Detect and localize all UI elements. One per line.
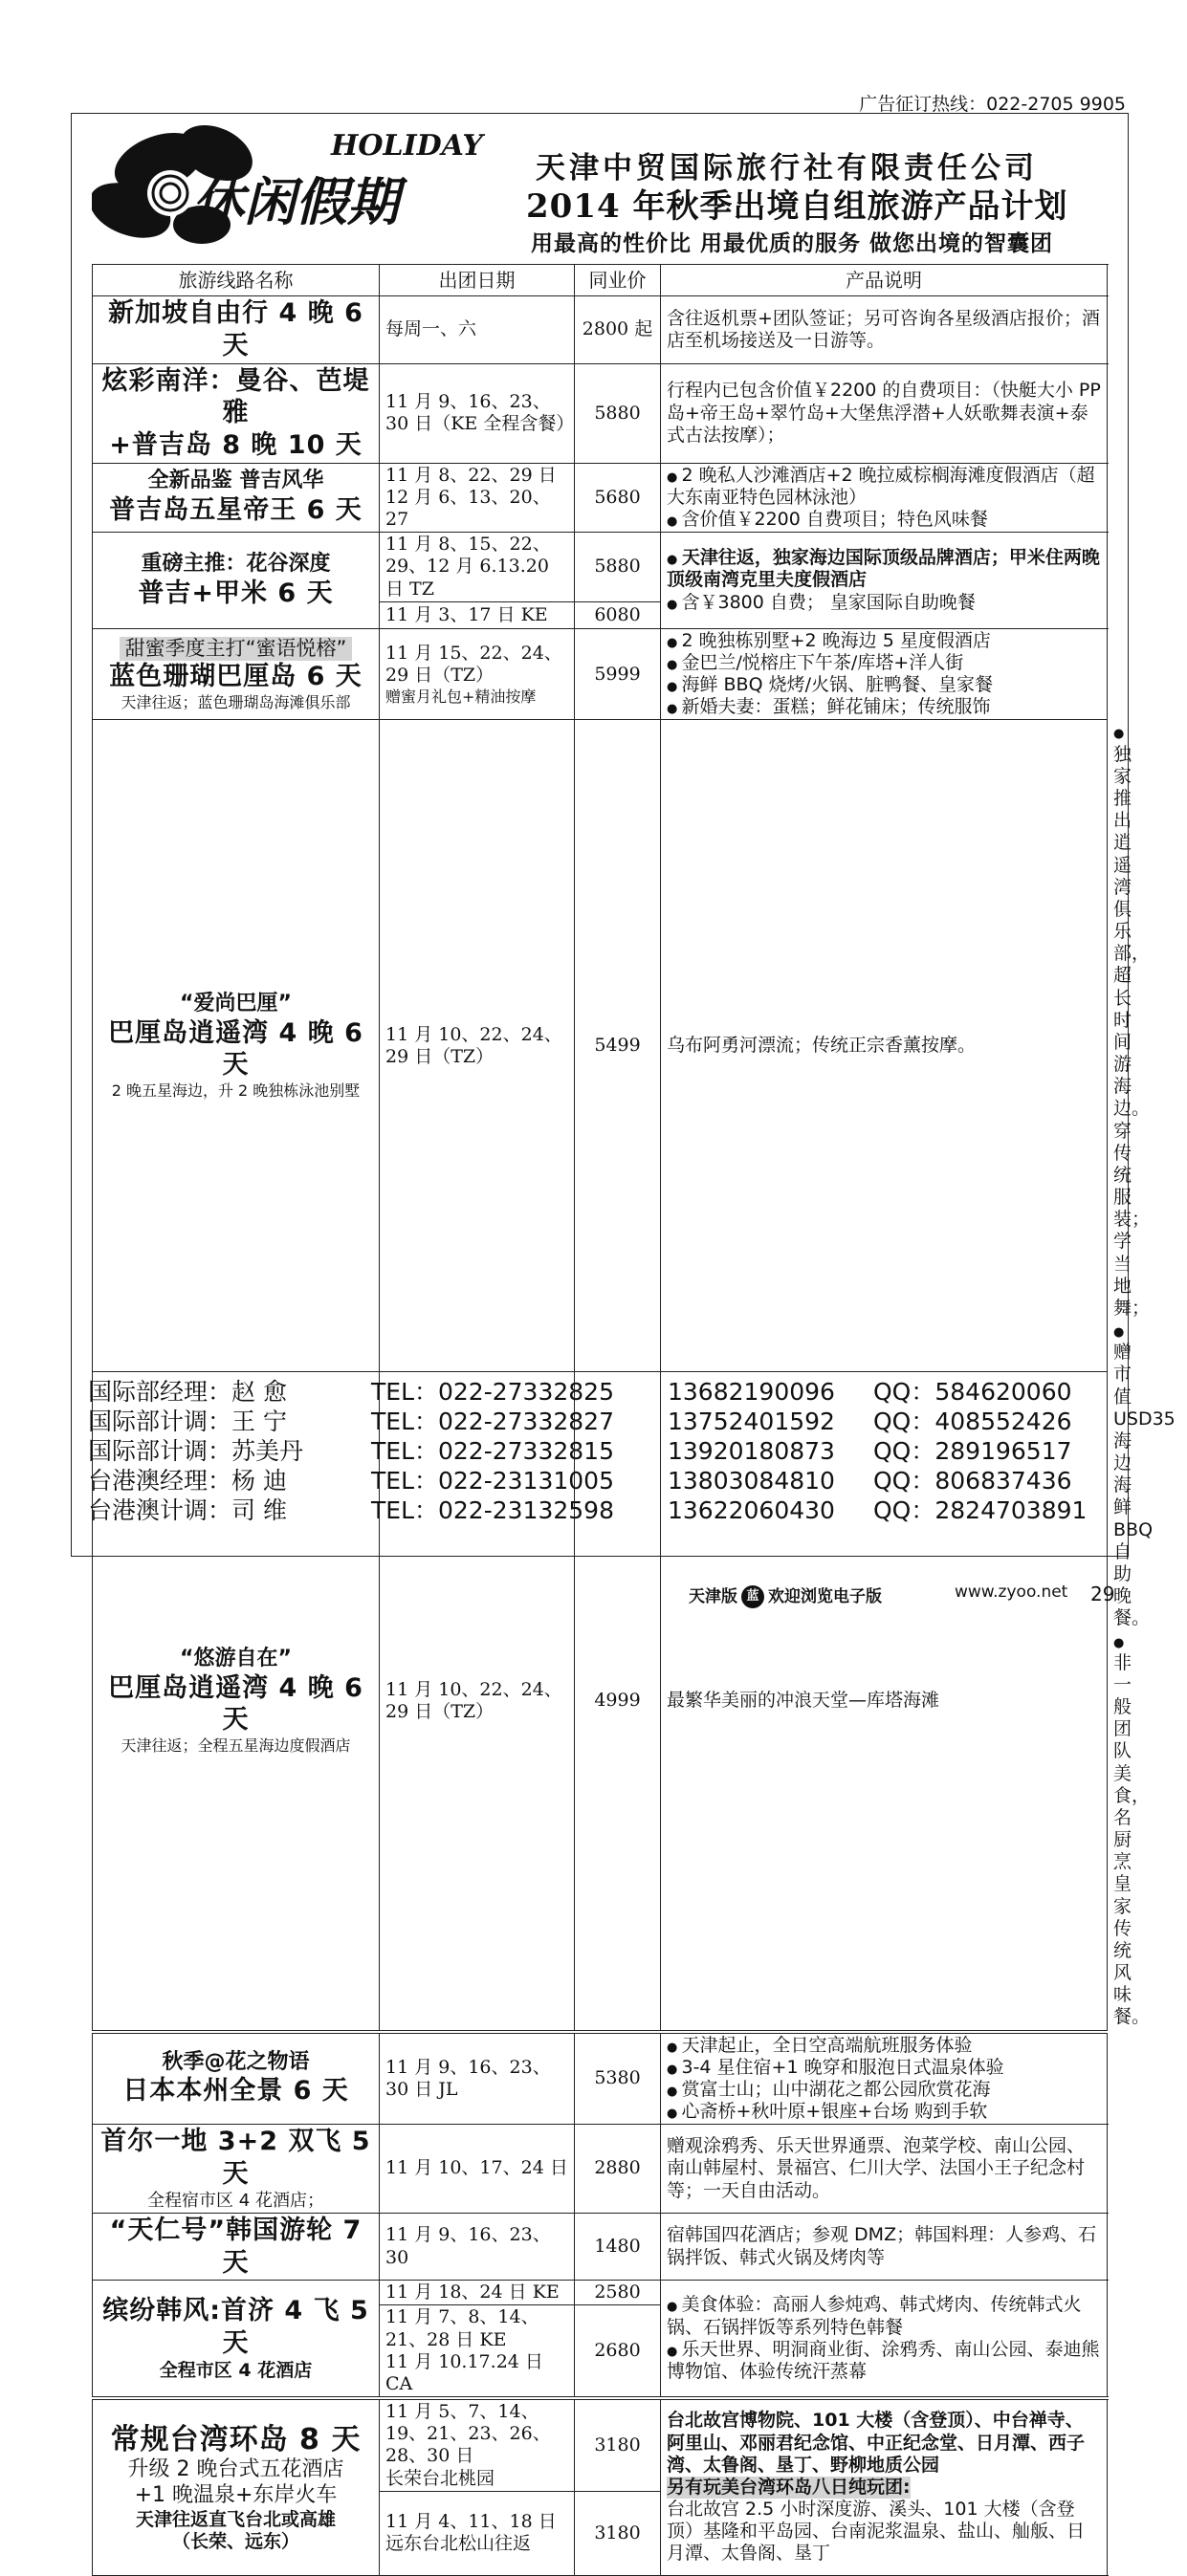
tour-price: 1480 (575, 2213, 661, 2281)
footer-welcome: 欢迎浏览电子版 (768, 1587, 882, 1606)
tour-dates: 11 月 10、17、24 日 (380, 2125, 575, 2213)
tour-price: 5999 (575, 628, 661, 720)
tour-name: 缤纷韩风:首济 4 飞 5 天 (102, 2296, 369, 2359)
desc-item: ● 天津往返，独家海边国际顶级品牌酒店；甲米住两晚顶级南湾克里夫度假酒店 (667, 547, 1101, 591)
table-row (93, 2398, 1108, 2491)
table-row (93, 2281, 1108, 2305)
table-row (93, 2032, 1108, 2125)
tour-name: 首尔一地 3+2 双飞 5 天 (100, 2127, 371, 2190)
tour-name: 新加坡自由行 4 晚 6 天 (108, 298, 363, 360)
tour-note: 天津往返；蓝色珊瑚岛海滩俱乐部 (121, 693, 351, 712)
table-header (93, 265, 1108, 296)
tour-dates: 11 月 10、22、24、29 日（TZ） (380, 1371, 575, 2031)
tour-desc: 含往返机票+团队签证；另可咨询各星级酒店报价；酒店至机场接送及一日游等。 (661, 296, 1108, 364)
slogan: 用最高的性价比 用最优质的服务 做您出境的智囊团 (531, 231, 1054, 256)
tour-dates: 11 月 9、16、23、30 日 JL (380, 2032, 575, 2125)
tour-name: 普吉岛五星帝王 6 天 (109, 495, 363, 526)
tour-dates-2: 11 月 7、8、14、21、28 日 KE (385, 2306, 539, 2350)
tour-dates: 11 月 9、16、23、30 (380, 2213, 575, 2281)
tour-name: 普吉+甲米 6 天 (138, 578, 334, 608)
contact-tel: TEL：022-27332825 (371, 1378, 614, 1406)
plan-title: 2014 年秋季出境自组旅游产品计划 (526, 187, 1068, 226)
contact-role: 台港澳经理：杨 迪 (88, 1467, 287, 1495)
tour-price: 5880 (575, 363, 661, 463)
footer-url[interactable]: www.zyoo.net (955, 1583, 1068, 1602)
header-dates: 出团日期 (380, 265, 575, 296)
tour-name: 巴厘岛逍遥湾 4 晚 6 天 (108, 1672, 363, 1736)
header-desc: 产品说明 (661, 265, 1108, 296)
tour-price: 2580 (575, 2281, 661, 2305)
contact-qq: QQ：806837436 (873, 1467, 1072, 1495)
tour-dates: 每周一、六 (380, 296, 575, 364)
tour-name: 日本本州全景 6 天 (122, 2076, 349, 2107)
contact-row (88, 1377, 1121, 1407)
tour-dates: 11 月 9、16、23、30 日（KE 全程含餐） (380, 363, 575, 463)
contact-qq: QQ：2824703891 (873, 1496, 1088, 1524)
desc-item: ● 含￥3800 自费； 皇家国际自助晚餐 (667, 592, 1101, 614)
ad-hotline: 广告征订热线：022-2705 9905 (859, 94, 1126, 115)
table-row (93, 363, 1108, 463)
company-name: 天津中贸国际旅行社有限责任公司 (536, 151, 1038, 186)
desc-item: ● 赏富士山；山中湖花之都公园欣赏花海 (667, 2079, 1101, 2101)
contact-mobile: 13622060430 (668, 1496, 835, 1524)
tour-desc: 乌布阿勇河漂流；传统正宗香薰按摩。 (661, 720, 1108, 1371)
tour-dates-2: 11 月 4、11、18 日 (385, 2511, 557, 2533)
contact-tel: TEL：022-23131005 (371, 1467, 614, 1495)
contact-role: 国际部计调：王 宁 (88, 1408, 287, 1435)
tour-line: 升级 2 晚台式五花酒店 (127, 2457, 344, 2482)
contact-mobile: 13752401592 (668, 1408, 835, 1435)
tour-desc: 宿韩国四花酒店；参观 DMZ；韩国料理：人参鸡、石锅拌饭、韩式火锅及烤肉等 (661, 2213, 1108, 2281)
tour-subtitle: “悠游自在” (180, 1646, 292, 1670)
tour-note: 全程市区 4 花酒店 (159, 2359, 313, 2381)
tour-price: 5880 (575, 533, 661, 602)
tour-desc: 最繁华美丽的冲浪天堂—库塔海滩 (661, 1371, 1108, 2031)
tour-highlight: 另有玩美台湾环岛八日纯玩团: (667, 2476, 911, 2498)
tour-name: 炫彩南洋：曼谷、芭堤雅 (101, 365, 370, 428)
tour-name-2: +普吉岛 8 晚 10 天 (109, 430, 363, 460)
table-row (93, 463, 1108, 533)
tour-name: 巴厘岛逍遥湾 4 晚 6 天 (108, 1017, 363, 1081)
header-route: 旅游线路名称 (93, 265, 380, 296)
table-row (93, 533, 1108, 602)
desc-item: ● 美食体验：高丽人参炖鸡、韩式烤肉、传统韩式火锅、石锅拌饭等系列特色韩餐 (667, 2294, 1101, 2338)
page-number: 29 (1090, 1583, 1115, 1605)
footer-publication (689, 1583, 882, 1608)
contact-tel: TEL：022-23132598 (371, 1496, 614, 1524)
contact-role: 国际部计调：苏美丹 (88, 1437, 304, 1465)
desc-item: ● 金巴兰/悦榕庄下午茶/库塔+洋人街 (667, 652, 1101, 674)
table-row (93, 296, 1108, 364)
footer-edition: 天津版 (689, 1587, 737, 1606)
tour-dates-2: 12 月 6、13、20、27 (385, 486, 551, 531)
tour-name: 常规台湾环岛 8 天 (110, 2422, 362, 2456)
contact-role: 国际部经理：赵 愈 (88, 1378, 287, 1406)
contact-row (88, 1466, 1121, 1495)
tour-desc: 赠观涂鸦秀、乐天世界通票、泡菜学校、南山公园、南山韩屋村、景福宫、仁川大学、法国小王子纪念村等；一天自由活动。 (661, 2125, 1108, 2213)
contact-tel: TEL：022-27332815 (371, 1437, 614, 1465)
tour-dates-3: 11 月 10.17.24 日 CA (385, 2350, 543, 2394)
tour-dates: 11 月 5、7、14、19、21、23、26、28、30 日 (385, 2401, 551, 2467)
tour-price: 5499 (575, 720, 661, 1371)
tour-desc: 行程内已包含价值￥2200 的自费项目：（快艇大小 PP 岛+帝王岛+翠竹岛+大堡焦浮潜+人妖歌舞表演+泰式古法按摩）； (661, 363, 1108, 463)
header-price: 同业价 (575, 265, 661, 296)
desc-item: ● 天津起止，全日空高端航班服务体验 (667, 2035, 1101, 2057)
tour-desc-2: 台北故宫 2.5 小时深度游、溪头、101 大楼（含登顶）基隆和平岛园、台南泥浆温泉、盐山、舢舨、日月潭、太鲁阁、垦丁 (667, 2499, 1086, 2565)
desc-item: ● 乐天世界、明洞商业街、涂鸦秀、南山公园、泰迪熊博物馆、体验传统汗蒸幕 (667, 2339, 1101, 2383)
desc-item: ● 海鲜 BBQ 烧烤/火锅、脏鸭餐、皇家餐 (667, 674, 1101, 696)
tour-name: 蓝色珊瑚巴厘岛 6 天 (109, 662, 363, 692)
highlight-label: 甜蜜季度主打“蜜语悦榕” (120, 637, 353, 662)
contact-qq: QQ：408552426 (873, 1408, 1072, 1435)
tour-subtitle: 重磅主推：花谷深度 (141, 551, 331, 576)
table-row (93, 2213, 1108, 2281)
tour-dates: 11 月 8、22、29 日 (385, 464, 557, 486)
tour-dates: 11 月 10、22、24、29 日（TZ） (380, 720, 575, 1371)
tour-airline: 长荣台北桃园 (385, 2467, 495, 2489)
tour-price: 3180 (575, 2398, 661, 2491)
contact-qq: QQ：584620060 (873, 1378, 1072, 1406)
desc-item: ● 含价值￥2200 自费项目；特色风味餐 (667, 509, 1101, 531)
contact-mobile: 13920180873 (668, 1437, 835, 1465)
contact-mobile: 13803084810 (668, 1467, 835, 1495)
tour-price-2: 6080 (575, 601, 661, 628)
edition-badge-icon: 蓝 (741, 1585, 764, 1608)
desc-item: ● 心斋桥+秋叶原+银座+台场 购到手软 (667, 2101, 1101, 2123)
tour-note: 天津往返；全程五星海边度假酒店 (121, 1736, 351, 1756)
desc-item: ● 2 晚独栋别墅+2 晚海边 5 星度假酒店 (667, 630, 1101, 652)
tour-dates-2: 11 月 3、17 日 KE (380, 601, 575, 628)
tour-price: 2880 (575, 2125, 661, 2213)
tour-subtitle: “爱尚巴厘” (180, 991, 292, 1015)
contact-mobile: 13682190096 (668, 1378, 835, 1406)
tour-name: “天仁号”韩国游轮 7 天 (109, 2215, 363, 2278)
table-row (93, 628, 1108, 720)
tour-line: （长荣、远东） (171, 2531, 299, 2553)
tour-price: 5380 (575, 2032, 661, 2125)
contact-list (88, 1377, 1121, 1525)
tour-subtitle: 全新品鉴 普吉风华 (147, 469, 324, 493)
desc-item: ● 2 晚私人沙滩酒店+2 晚拉威棕榈海滩度假酒店（超大东南亚特色园林泳池） (667, 465, 1101, 509)
tour-gift: 赠蜜月礼包+精油按摩 (385, 687, 537, 706)
holiday-logo (92, 124, 513, 268)
tour-subtitle: 秋季@花之物语 (162, 2049, 310, 2074)
contact-row (88, 1495, 1121, 1525)
tour-dates: 11 月 8、15、22、29、12 月 6.13.20 日 TZ (380, 533, 575, 602)
tour-line: 天津往返直飞台北或高雄 (135, 2508, 336, 2530)
tour-price: 5680 (575, 463, 661, 533)
tour-note: 2 晚五星海边，升 2 晚独栋泳池别墅 (111, 1081, 361, 1101)
tour-price: 4999 (575, 1371, 661, 2031)
tour-note: 全程宿市区 4 花酒店； (147, 2190, 324, 2211)
tour-price: 2800 起 (575, 296, 661, 364)
logo-holiday-text: HOLIDAY (331, 129, 483, 163)
tour-dates: 11 月 15、22、24、29 日（TZ） (385, 643, 562, 687)
contact-row (88, 1407, 1121, 1436)
tour-line: +1 晚温泉+东岸火车 (134, 2483, 338, 2508)
tour-dates: 11 月 18、24 日 KE (380, 2281, 575, 2305)
tour-price-2: 2680 (575, 2305, 661, 2398)
tour-desc: 台北故宫博物院、101 大楼（含登顶）、中台禅寺、阿里山、邓丽君纪念馆、中正纪念堂、日月潭、西子湾、太鲁阁、垦丁、野柳地质公园 (667, 2410, 1086, 2476)
tour-price-2: 3180 (575, 2491, 661, 2575)
tour-airline-2: 远东台北松山往返 (385, 2533, 532, 2555)
desc-item: ● 新婚夫妻：蛋糕；鲜花铺床；传统服饰 (667, 696, 1101, 718)
table-row (93, 2125, 1108, 2213)
contact-qq: QQ：289196517 (873, 1437, 1072, 1465)
contact-role: 台港澳计调：司 维 (88, 1496, 287, 1524)
contact-row (88, 1436, 1121, 1466)
logo-cn-text: 休闲假期 (192, 171, 399, 232)
table-row: “爱尚巴厘” 巴厘岛逍遥湾 4 晚 6 天 2 晚五星海边，升 2 晚独栋泳池别墅 11 月 10、22、24、29 日（TZ） 5499 乌布阿勇河漂流；传统正宗香薰按摩。 独家推出逍遥湾俱乐部，超长时间游海边。穿传统服装；学当地舞； 赠市值 USD35 海边海鲜 BBQ 自助晚餐。 非一般团队美食，名厨烹皇家传统风味餐。 (93, 720, 1108, 1371)
contact-tel: TEL：022-27332827 (371, 1408, 614, 1435)
desc-item: ● 3-4 星住宿+1 晚穿和服泡日式温泉体验 (667, 2057, 1101, 2079)
